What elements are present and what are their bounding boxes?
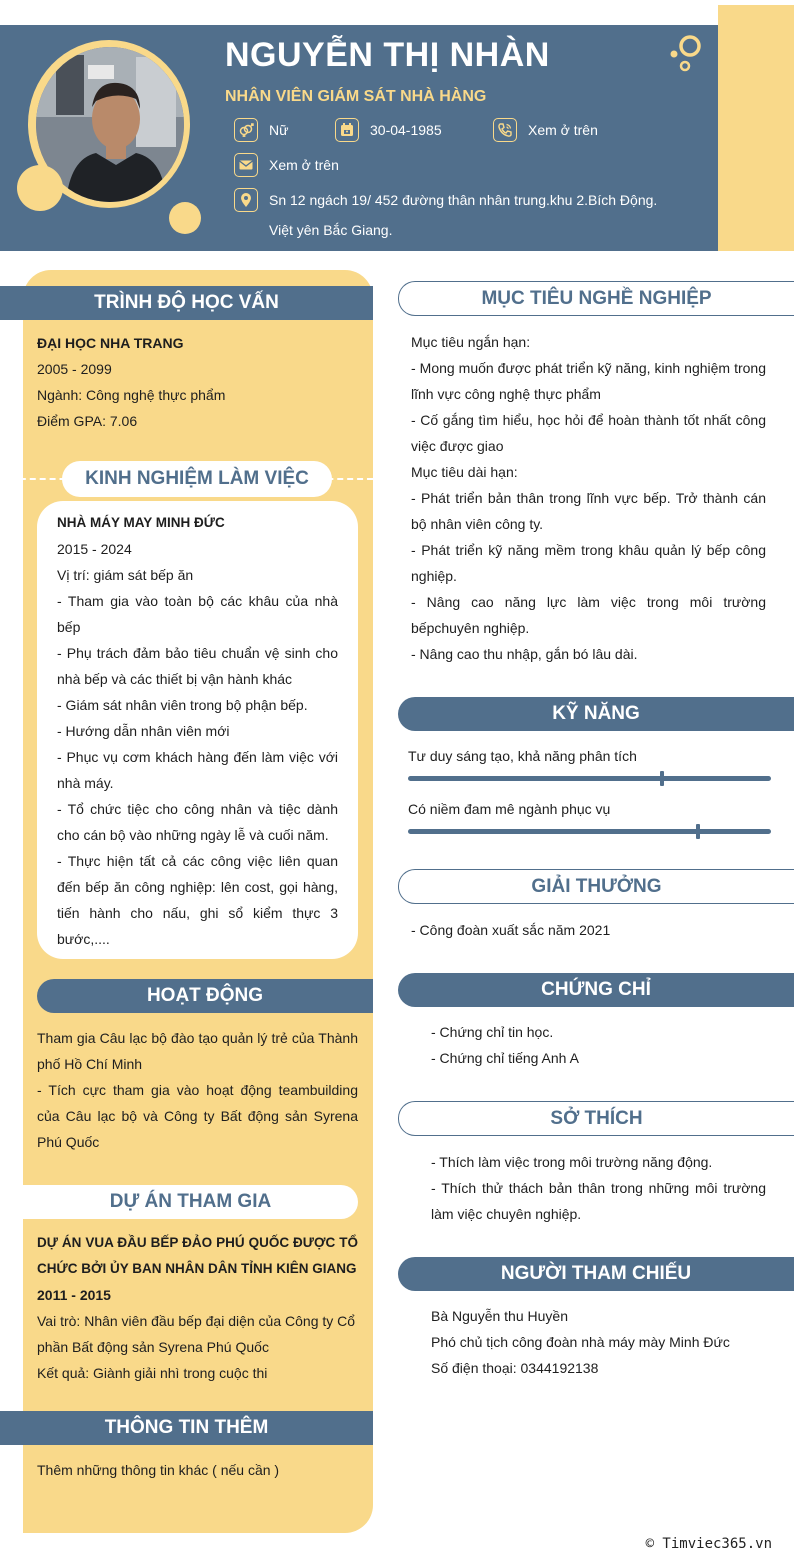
certificates-section bbox=[431, 1019, 579, 1071]
objective-line: - Cố gắng tìm hiểu, học hỏi để hoàn thành tốt nhất công việc được giao bbox=[411, 412, 766, 454]
skill-level-marker bbox=[660, 771, 664, 786]
birthdate-value: 30-04-1985 bbox=[370, 122, 442, 138]
hobbies-heading: SỞ THÍCH bbox=[398, 1101, 794, 1136]
objective-heading: MỤC TIÊU NGHỀ NGHIỆP bbox=[398, 281, 794, 316]
certificate-item: - Chứng chỉ tin học. bbox=[431, 1024, 554, 1040]
project-years: 2011 - 2015 bbox=[37, 1287, 111, 1303]
skill-name: Có niềm đam mê ngành phục vụ bbox=[408, 801, 611, 817]
project-role: Vai trò: Nhân viên đầu bếp đại diện của Công ty Cổ phần Bất động sản Syrena Phú Quốc bbox=[37, 1313, 356, 1355]
skills-heading: KỸ NĂNG bbox=[398, 697, 794, 731]
experience-duty: - Phục vụ cơm khách hàng đến làm việc với nhà máy. bbox=[57, 749, 338, 791]
objective-line: - Phát triển bản thân trong lĩnh vực bếp. Trở thành cán bộ nhân viên công ty. bbox=[411, 490, 766, 532]
references-section bbox=[431, 1303, 730, 1381]
skill-bar bbox=[408, 776, 771, 781]
decor-dot bbox=[17, 165, 63, 211]
phone-icon bbox=[493, 118, 517, 142]
objective-line: Mục tiêu ngắn hạn: bbox=[411, 334, 531, 350]
education-section bbox=[37, 330, 358, 434]
objective-line: Mục tiêu dài hạn: bbox=[411, 464, 518, 480]
location-icon bbox=[234, 188, 258, 212]
experience-years: 2015 - 2024 bbox=[57, 541, 132, 557]
candidate-name: NGUYỄN THỊ NHÀN bbox=[225, 36, 550, 74]
objective-line: - Mong muốn được phát triển kỹ năng, kinh nghiệm trong lĩnh vực công nghệ thực phẩm bbox=[411, 360, 766, 402]
experience-duty: - Thực hiện tất cả các công việc liên quan đến bếp ăn công nghiệp: lên cost, gọi hàng, tiến hành cho nấu, ghi sổ kiểm thực 3 bước,.... bbox=[57, 853, 338, 947]
reference-position: Phó chủ tịch công đoàn nhà máy mày Minh Đức bbox=[431, 1334, 730, 1350]
experience-section bbox=[57, 510, 338, 952]
extra-info-heading: THÔNG TIN THÊM bbox=[0, 1411, 373, 1445]
experience-duty: - Tổ chức tiệc cho công nhân và tiệc dành cho cán bộ vào những ngày lễ và cuối năm. bbox=[57, 801, 338, 843]
education-years: 2005 - 2099 bbox=[37, 361, 112, 377]
experience-heading: KINH NGHIỆM LÀM VIỆC bbox=[62, 461, 332, 497]
project-result: Kết quả: Giành giải nhì trong cuộc thi bbox=[37, 1365, 268, 1381]
reference-phone: Số điện thoại: 0344192138 bbox=[431, 1360, 599, 1376]
awards-heading: GIẢI THƯỞNG bbox=[398, 869, 794, 904]
objective-line: - Nâng cao năng lực làm việc trong môi trường bếpchuyên nghiệp. bbox=[411, 594, 766, 636]
hobby-item: - Thích thử thách bản thân trong những môi trường làm việc chuyên nghiệp. bbox=[431, 1180, 766, 1222]
calendar-icon bbox=[335, 118, 359, 142]
skill-name: Tư duy sáng tạo, khả năng phân tích bbox=[408, 748, 637, 764]
phone-value: Xem ở trên bbox=[528, 122, 598, 138]
objective-section bbox=[411, 329, 766, 667]
hobby-item: - Thích làm việc trong môi trường năng động. bbox=[431, 1154, 713, 1170]
certificates-heading: CHỨNG CHỈ bbox=[398, 973, 794, 1007]
footer-watermark: © Timviec365.vn bbox=[645, 1536, 772, 1552]
award-item: - Công đoàn xuất sắc năm 2021 bbox=[411, 922, 611, 938]
education-gpa: Điểm GPA: 7.06 bbox=[37, 413, 138, 429]
reference-name: Bà Nguyễn thu Huyền bbox=[431, 1308, 568, 1324]
activities-heading: HOẠT ĐỘNG bbox=[37, 979, 373, 1013]
extra-info-text: Thêm những thông tin khác ( nếu cần ) bbox=[37, 1462, 280, 1478]
activities-section bbox=[37, 1025, 358, 1155]
gender-value: Nữ bbox=[269, 122, 289, 138]
projects-section bbox=[37, 1230, 358, 1386]
experience-duty: - Giám sát nhân viên trong bộ phận bếp. bbox=[57, 697, 308, 713]
hobbies-section bbox=[431, 1149, 766, 1227]
job-title: NHÂN VIÊN GIÁM SÁT NHÀ HÀNG bbox=[225, 88, 487, 105]
decor-circles-icon bbox=[668, 34, 708, 74]
experience-position: Vị trí: giám sát bếp ăn bbox=[57, 567, 194, 583]
activity-item: - Tích cực tham gia vào hoạt động teambuilding của Câu lạc bộ và Công ty Bất động sản Syrena Phú Quốc bbox=[37, 1082, 358, 1150]
project-title: DỰ ÁN VUA ĐẦU BẾP ĐẢO PHÚ QUỐC ĐƯỢC TỔ CHỨC BỞI ỦY BAN NHÂN DÂN TỈNH KIÊN GIANG bbox=[37, 1235, 358, 1276]
email-icon bbox=[234, 153, 258, 177]
projects-heading: DỰ ÁN THAM GIA bbox=[23, 1185, 358, 1219]
header-accent-strip bbox=[718, 5, 794, 251]
decor-dot bbox=[169, 202, 201, 234]
address-line-1: Sn 12 ngách 19/ 452 đường thân nhân trung.khu 2.Bích Động. bbox=[269, 192, 658, 208]
objective-line: - Nâng cao thu nhập, gắn bó lâu dài. bbox=[411, 646, 638, 662]
gender-icon bbox=[234, 118, 258, 142]
objective-line: - Phát triển kỹ năng mềm trong khâu quản lý bếp công nghiệp. bbox=[411, 542, 766, 584]
references-heading: NGƯỜI THAM CHIẾU bbox=[398, 1257, 794, 1291]
education-school: ĐẠI HỌC NHA TRANG bbox=[37, 335, 184, 351]
experience-duty: - Phụ trách đảm bảo tiêu chuẩn vệ sinh cho nhà bếp và các thiết bị vận hành khác bbox=[57, 645, 338, 687]
experience-duty: - Tham gia vào toàn bộ các khâu của nhà bếp bbox=[57, 593, 338, 635]
skill-bar bbox=[408, 829, 771, 834]
education-major: Ngành: Công nghệ thực phẩm bbox=[37, 387, 226, 403]
skill-level-marker bbox=[696, 824, 700, 839]
activity-item: Tham gia Câu lạc bộ đào tạo quản lý trẻ của Thành phố Hồ Chí Minh bbox=[37, 1030, 358, 1072]
experience-duty: - Hướng dẫn nhân viên mới bbox=[57, 723, 230, 739]
education-heading: TRÌNH ĐỘ HỌC VẤN bbox=[0, 286, 373, 320]
certificate-item: - Chứng chỉ tiếng Anh A bbox=[431, 1050, 579, 1066]
address-line-2: Việt yên Bắc Giang. bbox=[269, 222, 393, 238]
email-value: Xem ở trên bbox=[269, 157, 339, 173]
experience-company: NHÀ MÁY MAY MINH ĐỨC bbox=[57, 515, 225, 530]
